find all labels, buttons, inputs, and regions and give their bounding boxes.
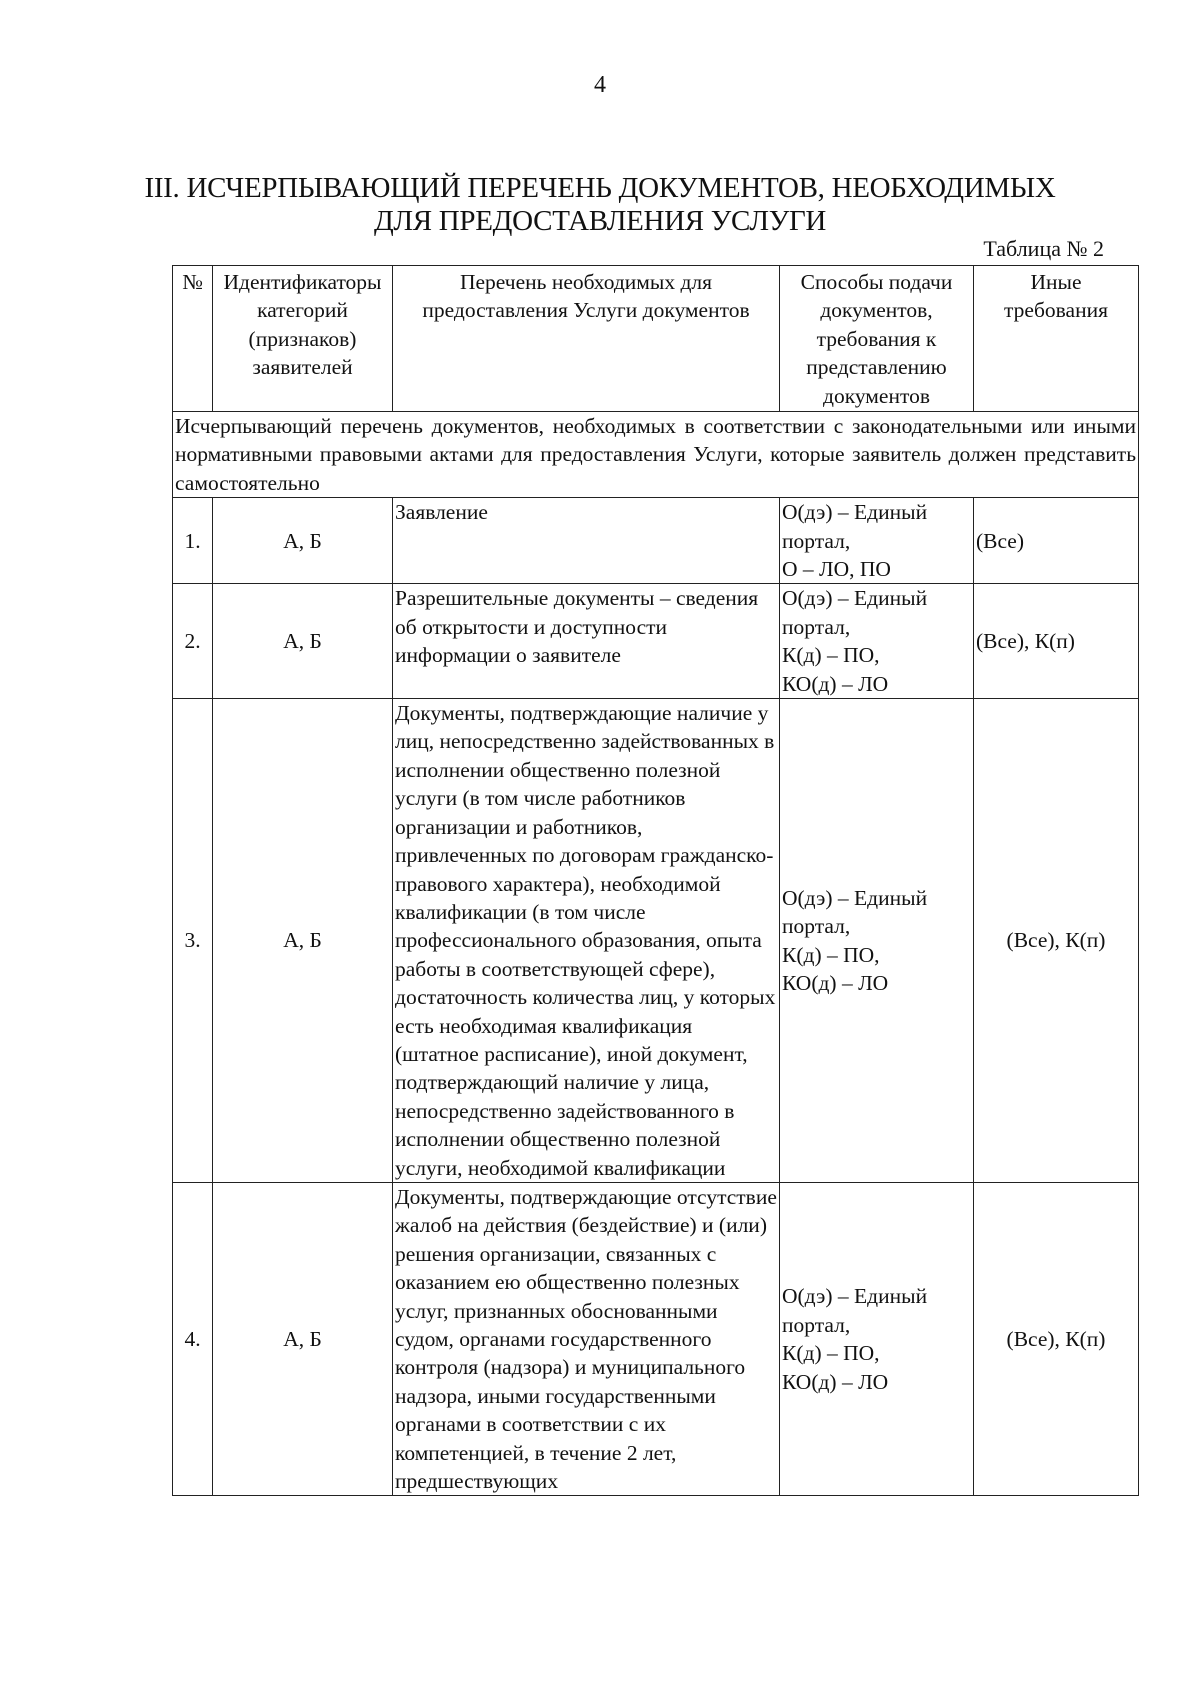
row-categories: А, Б	[213, 699, 393, 1183]
table-row	[173, 498, 1139, 584]
row-categories: А, Б	[213, 1182, 393, 1495]
section-description: Исчерпывающий перечень документов, необходимых в соответствии с законодательными или иными нормативными правовыми актами для предоставления Услуги, которые заявитель должен представить самостоятельно	[173, 412, 1139, 498]
row-submission: О(дэ) – Единый портал, К(д) – ПО, КО(д) – ЛО	[780, 699, 974, 1183]
row-submission: О(дэ) – Единый портал, К(д) – ПО, КО(д) – ЛО	[780, 1182, 974, 1495]
row-num: 3.	[173, 699, 213, 1183]
table-caption: Таблица № 2	[983, 236, 1104, 261]
row-documents: Документы, подтверждающие наличие у лиц, непосредственно задействованных в исполнении общественно полезной услуги (в том числе работников организации и работников, привлеченных по договорам гражданско-правового характера), необходимой квалификации (в том числе профессионального образования, опыта работы в соответствующей сфере), достаточность количества лиц, у которых есть необходимая квалификация (штатное расписание), иной документ, подтверждающий наличие у лица, непосредственно задействованного в исполнении общественно полезной услуги, необходимой квалификации	[393, 699, 780, 1183]
row-categories: А, Б	[213, 498, 393, 584]
row-documents: Документы, подтверждающие отсутствие жалоб на действия (бездействие) и (или) решения организации, связанных с оказанием ею общественно полезных услуг, признанных обоснованными судом, органами государственного контроля (надзора) и муниципального надзора, иными государственными органами в соответствии с их компетенцией, в течение 2 лет, предшествующих	[393, 1182, 780, 1495]
row-other: (Все), К(п)	[974, 699, 1139, 1183]
table-row	[173, 584, 1139, 699]
row-documents: Заявление	[393, 498, 780, 584]
row-other: (Все)	[974, 498, 1139, 584]
table-header-row	[173, 266, 1139, 412]
table-section-row	[173, 412, 1139, 498]
row-num: 4.	[173, 1182, 213, 1495]
row-other: (Все), К(п)	[974, 584, 1139, 699]
header-submission: Способы подачи документов, требования к представлению документов	[780, 266, 974, 412]
row-categories: А, Б	[213, 584, 393, 699]
row-num: 1.	[173, 498, 213, 584]
row-other: (Все), К(п)	[974, 1182, 1139, 1495]
header-num: №	[173, 266, 213, 412]
section-title-line-2: ДЛЯ ПРЕДОСТАВЛЕНИЯ УСЛУГИ	[373, 205, 827, 237]
row-num: 2.	[173, 584, 213, 699]
section-title-line-1: III. ИСЧЕРПЫВАЮЩИЙ ПЕРЕЧЕНЬ ДОКУМЕНТОВ, НЕОБХОДИМЫХ	[144, 172, 1056, 204]
header-other: Иные требования	[974, 266, 1139, 412]
table-row	[173, 1182, 1139, 1495]
header-categories: Идентификаторы категорий (признаков) заявителей	[213, 266, 393, 412]
header-documents: Перечень необходимых для предоставления Услуги документов	[393, 266, 780, 412]
documents-table	[172, 265, 1139, 1496]
section-title	[120, 172, 1080, 238]
row-submission: О(дэ) – Единый портал, О – ЛО, ПО	[780, 498, 974, 584]
table-row	[173, 699, 1139, 1183]
page-number: 4	[594, 72, 606, 98]
row-submission: О(дэ) – Единый портал, К(д) – ПО, КО(д) – ЛО	[780, 584, 974, 699]
row-documents: Разрешительные документы – сведения об открытости и доступности информации о заявителе	[393, 584, 780, 699]
